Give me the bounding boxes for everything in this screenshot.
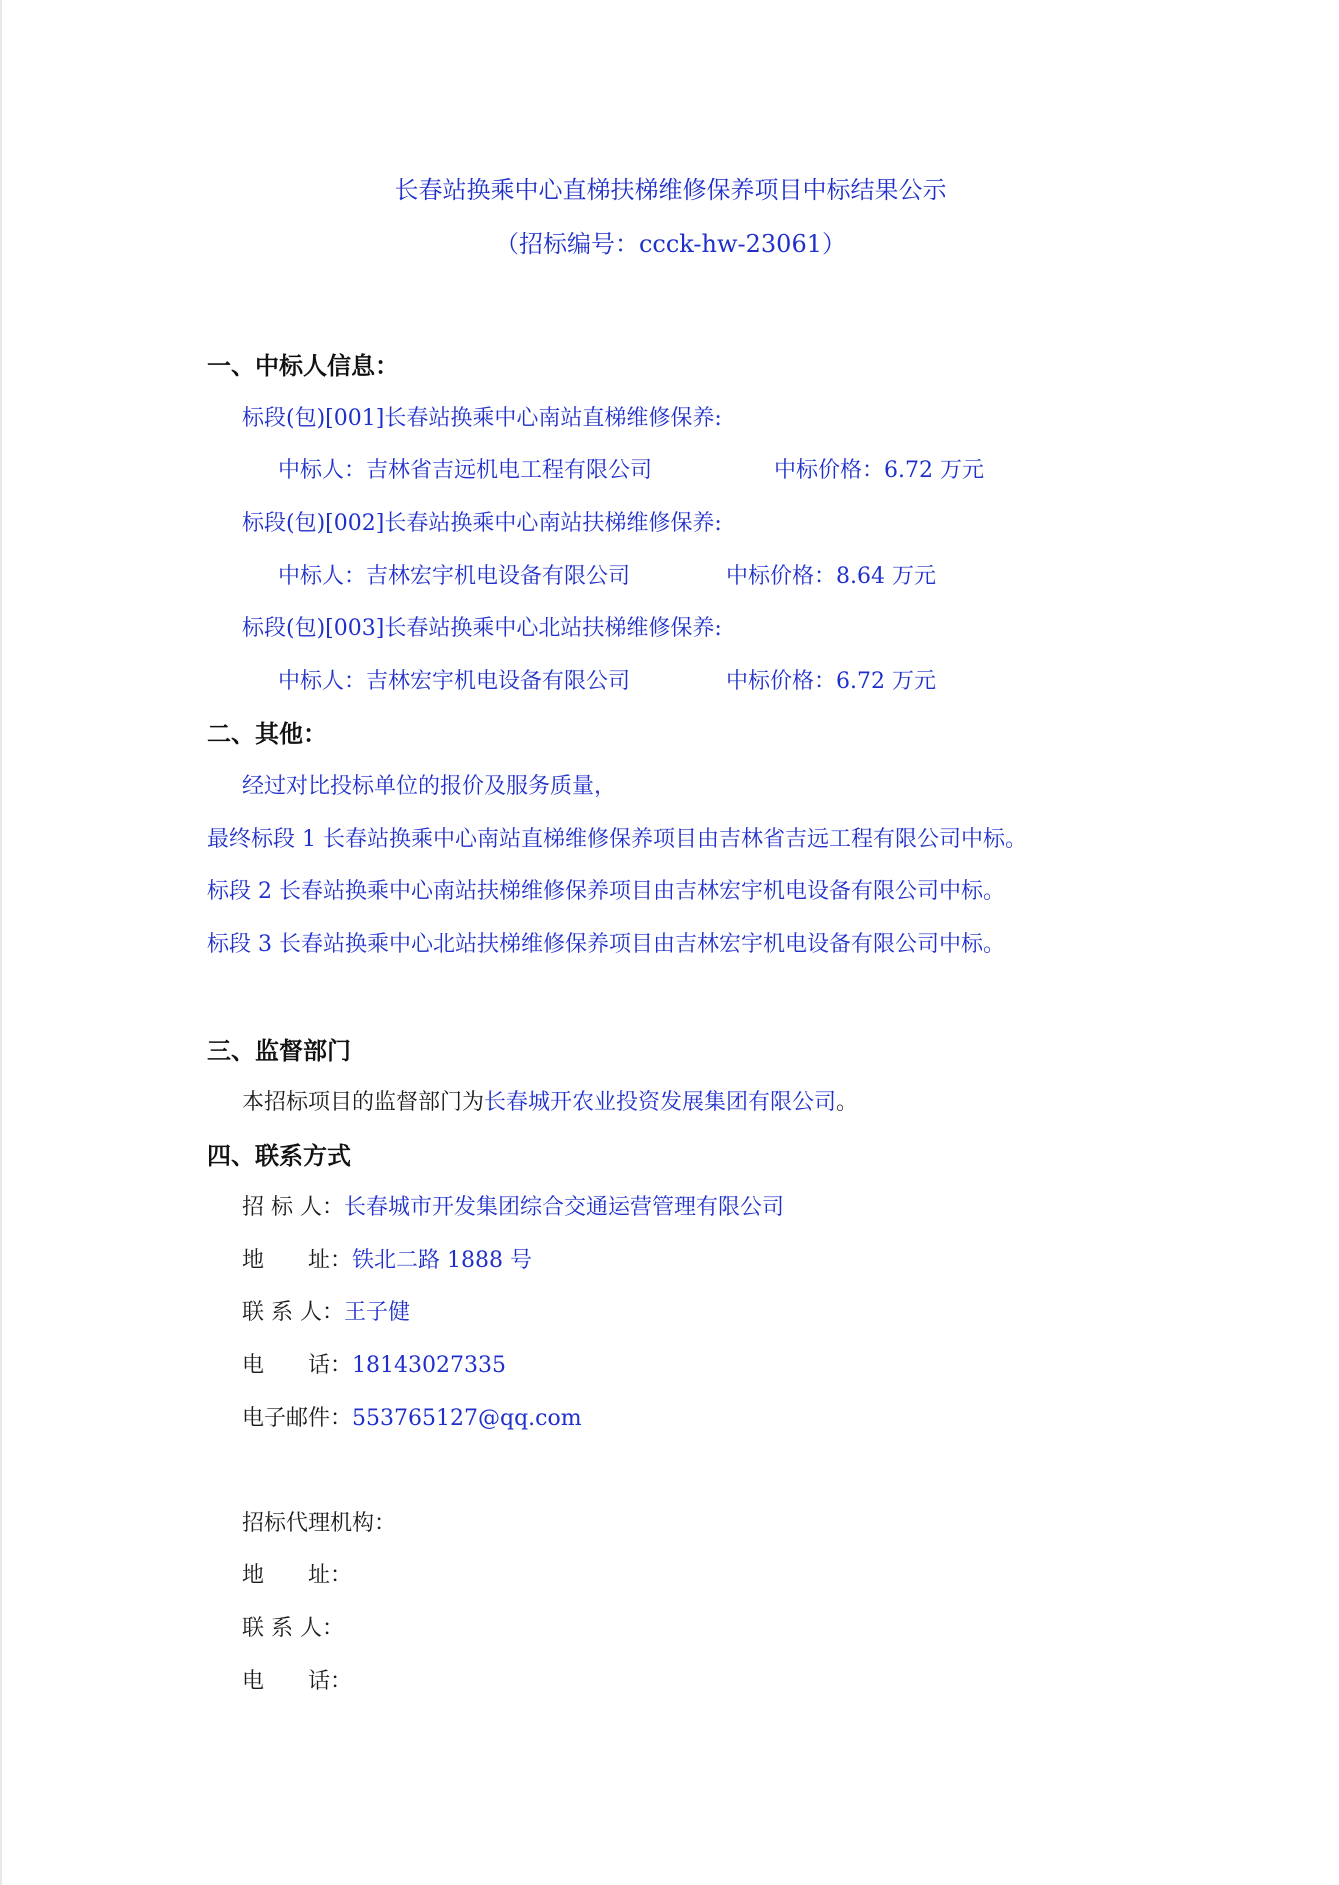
lot-2-winner: 中标人：吉林宏宇机电设备有限公司 <box>278 564 631 589</box>
phone-label: 电 话： <box>242 1353 353 1378</box>
lot-1-price: 中标价格：6.72 万元 <box>774 458 984 483</box>
section-heading-supervision: 三、监督部门 <box>207 1036 351 1065</box>
lot-1-label: 标段(包)[001]长春站换乘中心南站直梯维修保养: <box>242 406 722 431</box>
address-label: 地 址： <box>242 1248 353 1273</box>
section-heading-other: 二、其他： <box>207 719 327 748</box>
section-heading-contact: 四、联系方式 <box>207 1141 351 1170</box>
lot-2-price: 中标价格：8.64 万元 <box>726 564 936 589</box>
tender-number: （招标编号：ccck-hw-23061） <box>494 230 846 258</box>
lot-3-winner: 中标人：吉林宏宇机电设备有限公司 <box>278 669 631 694</box>
supervision-suffix: 。 <box>836 1090 859 1115</box>
contact-address <box>242 1250 532 1272</box>
phone-value: 18143027335 <box>352 1353 506 1378</box>
agency-label: 招标代理机构： <box>242 1511 397 1536</box>
agency-address-label: 地 址： <box>242 1563 353 1588</box>
lot-1-winner: 中标人：吉林省吉远机电工程有限公司 <box>278 458 653 483</box>
email-value: 553765127@qq.com <box>352 1406 582 1431</box>
tenderer-label: 招 标 人： <box>242 1195 344 1220</box>
address-value: 铁北二路 1888 号 <box>352 1248 532 1273</box>
section-heading-winners: 一、中标人信息： <box>207 351 399 380</box>
agency-phone-label: 电 话： <box>242 1669 353 1694</box>
supervision-org: 长春城开农业投资发展集团有限公司 <box>484 1090 837 1115</box>
document-title: 长春站换乘中心直梯扶梯维修保养项目中标结果公示 <box>394 176 947 204</box>
lot-2-label: 标段(包)[002]长春站换乘中心南站扶梯维修保养: <box>242 511 722 536</box>
contact-value: 王子健 <box>344 1300 411 1325</box>
lot-3-label: 标段(包)[003]长春站换乘中心北站扶梯维修保养: <box>242 616 722 641</box>
other-intro: 经过对比投标单位的报价及服务质量， <box>242 774 617 799</box>
other-result-lot-1: 最终标段 1 长春站换乘中心南站直梯维修保养项目由吉林省吉远工程有限公司中标。 <box>207 827 1027 852</box>
contact-person <box>242 1302 410 1324</box>
agency-contact-label: 联 系 人： <box>242 1616 344 1641</box>
lot-3-price: 中标价格：6.72 万元 <box>726 669 936 694</box>
supervision-prefix: 本招标项目的监督部门为 <box>242 1090 485 1115</box>
tenderer-value: 长春城市开发集团综合交通运营管理有限公司 <box>344 1195 785 1220</box>
contact-email <box>242 1408 582 1430</box>
supervision-text <box>242 1092 858 1114</box>
contact-phone <box>242 1355 506 1377</box>
email-label: 电子邮件： <box>242 1406 353 1431</box>
contact-tenderer <box>242 1197 784 1219</box>
other-result-lot-2: 标段 2 长春站换乘中心南站扶梯维修保养项目由吉林宏宇机电设备有限公司中标。 <box>207 879 1005 904</box>
contact-label: 联 系 人： <box>242 1300 344 1325</box>
other-result-lot-3: 标段 3 长春站换乘中心北站扶梯维修保养项目由吉林宏宇机电设备有限公司中标。 <box>207 932 1005 957</box>
